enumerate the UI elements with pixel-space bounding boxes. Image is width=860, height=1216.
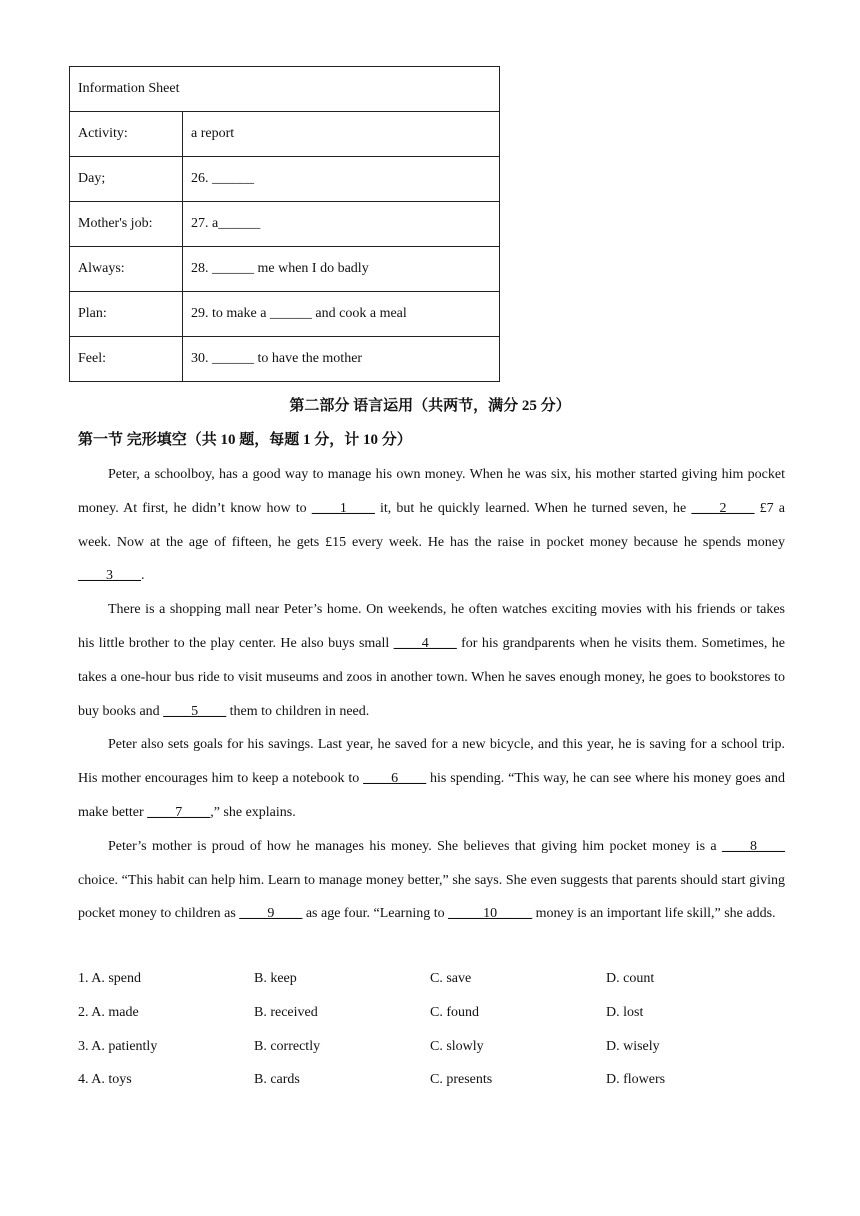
passage-paragraph-3	[78, 728, 785, 829]
section-title: 第一节 完形填空（共 10 题，每题 1 分，计 10 分）	[78, 432, 412, 448]
passage-text: There is a shopping mall near Peter’s home. On weekends, he often watches exciting movies with his friends or takes his little brother to the play center. He also buys small	[78, 602, 785, 651]
table-row	[70, 337, 500, 382]
passage-text: Peter’s mother is proud of how he manages his money. She believes that giving him pocket money is a	[108, 838, 722, 854]
passage-text: Peter also sets goals for his savings. Last year, he saved for a new bicycle, and this year, he is saving for a school trip. His mother encourages him to keep a notebook to	[78, 737, 785, 787]
blank-1: ____1____	[311, 500, 375, 516]
row-value: a report	[183, 112, 500, 157]
cloze-passage	[78, 458, 785, 931]
option-b: B. received	[254, 1004, 318, 1020]
blank-9: ____9____	[239, 906, 303, 922]
passage-text: for his grandparents when he visits them. Sometimes, he takes a one-hour bus ride to visit museums and zoos in another town. When he saves enough money, he goes to bookstores to buy books and	[78, 635, 785, 719]
option-a: 3. A. patiently	[78, 1038, 158, 1054]
information-sheet-table	[69, 66, 500, 382]
table-row	[70, 292, 500, 337]
blank-10: _____10_____	[448, 906, 533, 922]
passage-text: choice. “This habit can help him. Learn to manage money better,” she says. She even suggests that parents should start giving pocket money to children as	[78, 872, 785, 922]
passage-text: it, but he quickly learned. When he turned seven, he	[374, 500, 692, 516]
option-b: B. keep	[254, 971, 297, 986]
option-a: 1. A. spend	[78, 971, 141, 986]
row-label: Mother's job:	[70, 202, 183, 247]
blank-7: ____7____	[147, 804, 211, 820]
table-header-row	[70, 67, 500, 112]
option-d: D. wisely	[606, 1038, 660, 1054]
blank-5: ____5____	[163, 703, 227, 719]
row-value: 29. to make a ______ and cook a meal	[183, 292, 500, 337]
row-label: Plan:	[70, 292, 183, 337]
row-value: 26. ______	[183, 157, 500, 202]
blank-4: ____4____	[393, 635, 457, 651]
row-label: Day;	[70, 157, 183, 202]
row-value: 28. ______ me when I do badly	[183, 247, 500, 292]
passage-text: as age four. “Learning to	[302, 906, 449, 922]
blank-3: ____3____	[78, 568, 141, 584]
option-d: D. count	[606, 971, 655, 986]
part-title: 第二部分 语言运用（共两节，满分 25 分）	[289, 398, 571, 414]
passage-text: money is an important life skill,” she adds.	[532, 906, 776, 922]
option-b: B. correctly	[254, 1038, 321, 1054]
passage-text: ,” she explains.	[210, 804, 296, 820]
table-row	[70, 202, 500, 247]
table-row	[70, 157, 500, 202]
row-value: 27. a______	[183, 202, 500, 247]
option-a: 2. A. made	[78, 1004, 139, 1020]
option-b: B. cards	[254, 1072, 300, 1088]
row-value: 30. ______ to have the mother	[183, 337, 500, 382]
passage-paragraph-2	[78, 593, 785, 728]
option-row-4	[78, 1063, 785, 1097]
row-label: Activity:	[70, 112, 183, 157]
option-c: C. presents	[430, 1072, 493, 1088]
table-header-cell: Information Sheet	[70, 67, 500, 112]
passage-text: Peter, a schoolboy, has a good way to manage his own money. When he was six, his mother started giving him pocket money. At first, he didn’t know how to	[78, 467, 785, 516]
option-row-2	[78, 996, 785, 1030]
option-a: 4. A. toys	[78, 1072, 132, 1088]
blank-6: ____6____	[363, 771, 427, 787]
option-c: C. found	[430, 1004, 479, 1020]
blank-2: ____2____	[691, 500, 755, 516]
table-row	[70, 247, 500, 292]
option-row-3	[78, 1030, 785, 1064]
answer-options	[78, 962, 785, 1097]
blank-8: ____8____	[722, 838, 785, 854]
option-c: C. save	[430, 971, 472, 986]
passage-text: .	[141, 568, 145, 584]
option-c: C. slowly	[430, 1038, 484, 1054]
row-label: Always:	[70, 247, 183, 292]
option-d: D. flowers	[606, 1072, 666, 1088]
passage-text: his spending. “This way, he can see where his money goes and make better	[78, 771, 785, 820]
table-row	[70, 112, 500, 157]
passage-paragraph-1	[78, 458, 785, 593]
passage-text: them to children in need.	[226, 703, 370, 719]
option-row-1	[78, 962, 785, 996]
passage-paragraph-4	[78, 830, 785, 931]
passage-text: £7 a week. Now at the age of fifteen, he gets £15 every week. He has the raise in pocket money because he spends money	[78, 500, 785, 550]
option-d: D. lost	[606, 1004, 644, 1020]
row-label: Feel:	[70, 337, 183, 382]
